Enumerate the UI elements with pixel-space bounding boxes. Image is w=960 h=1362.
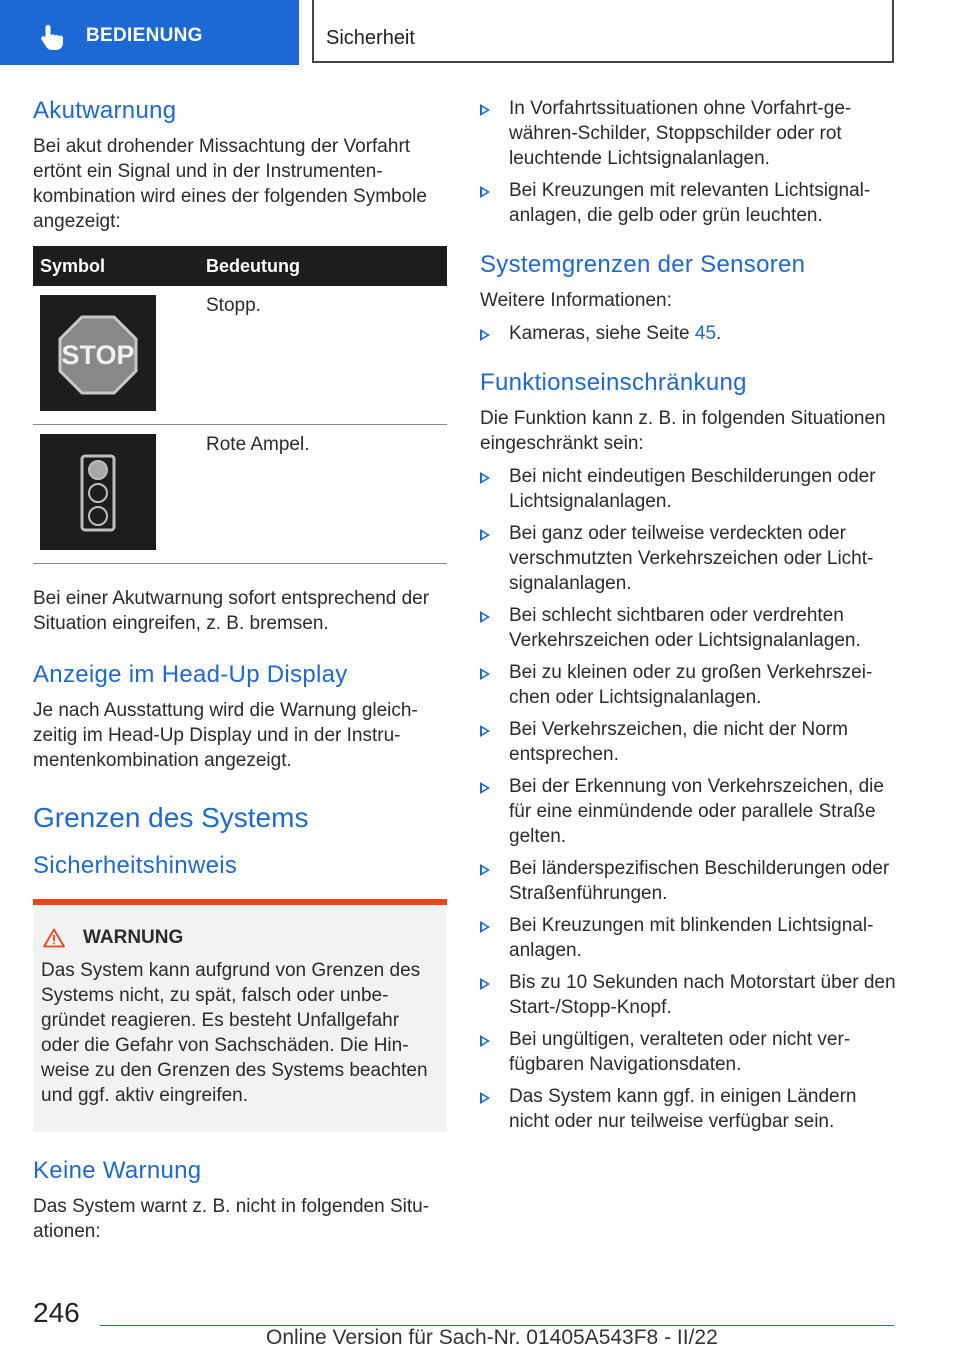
symbol-table (33, 246, 447, 564)
footer-online-version: Online Version für Sach-Nr. 01405A543F8 - II/22 (266, 1326, 718, 1349)
list-item: Bis zu 10 Sekunden nach Motorstart über den Start-/Stopp-Knopf. (480, 970, 900, 1020)
list-item: Bei der Erkennung von Verkehrszeichen, die für eine einmündende oder parallele Straße gelten. (480, 774, 900, 849)
bullet-triangle-icon (480, 725, 490, 737)
bullet-triangle-icon (480, 864, 490, 876)
heading-system-limits: Grenzen des Systems (33, 802, 309, 833)
bullet-triangle-icon (480, 921, 490, 933)
chapter-label: BEDIENUNG (86, 25, 203, 46)
chapter-tab[interactable] (0, 0, 299, 65)
list-item: Kameras, siehe Seite 45. (480, 321, 900, 346)
table-row (33, 286, 447, 425)
table-header-symbol: Symbol (33, 246, 199, 286)
warning-triangle-icon (43, 928, 65, 948)
list-item: Bei länderspezifischen Beschilderungen oder Straßenführungen. (480, 856, 900, 906)
bullet-triangle-icon (480, 1092, 490, 1104)
akutwarnung-text: Bei akut drohender Missachtung der Vorfahrt ertönt ein Signal und in der Instrumentenkombination wird eines der folgenden Symbole angezeigt: (33, 136, 427, 232)
list-item: In Vorfahrtssituationen ohne Vorfahrt-gewähren-Schilder, Stoppschilder oder rot leuchtende Lichtsignalanlagen. (480, 96, 900, 171)
warning-box (33, 899, 447, 1132)
after-table-text: Bei einer Akutwarnung sofort entsprechend der Situation eingreifen, z. B. bremsen. (33, 588, 430, 634)
no-warning-text: Das System warnt z. B. nicht in folgenden Situationen: (33, 1196, 430, 1242)
bullet-triangle-icon (480, 186, 490, 198)
function-text: Die Funktion kann z. B. in folgenden Situationen eingeschränkt sein: (480, 408, 886, 454)
meaning-stop: Stopp. (199, 286, 447, 425)
bullet-triangle-icon (480, 104, 490, 116)
list-item: Bei ganz oder teilweise verdeckten oder verschmutzten Verkehrszeichen oder Lichtsignalanlagen. (480, 521, 900, 596)
right-column (480, 96, 900, 1141)
left-column (33, 96, 447, 1244)
heading-akutwarnung: Akutwarnung (33, 97, 177, 124)
list-item: Das System kann ggf. in einigen Ländern nicht oder nur teilweise verfügbar sein. (480, 1084, 900, 1134)
heading-sensor-limits: Systemgrenzen der Sensoren (480, 251, 806, 278)
list-item: Bei Kreuzungen mit relevanten Lichtsignalanlagen, die gelb oder grün leuchten. (480, 178, 900, 228)
section-header (312, 0, 894, 63)
hud-text: Je nach Ausstattung wird die Warnung gleichzeitig im Head-Up Display und in der Instrumentenkombination angezeigt. (33, 700, 418, 771)
bullet-triangle-icon (480, 472, 490, 484)
warning-label: WARNUNG (83, 927, 184, 948)
heading-function-limits: Funktionseinschränkung (480, 369, 747, 396)
page-link-45[interactable]: 45 (694, 323, 717, 344)
list-item: Bei nicht eindeutigen Beschilderungen oder Lichtsignalanlagen. (480, 464, 900, 514)
heading-no-warning: Keine Warnung (33, 1157, 202, 1184)
page-number: 246 (33, 1297, 80, 1328)
list-item: Bei zu kleinen oder zu großen Verkehrszeichen oder Lichtsignalanlagen. (480, 660, 900, 710)
list-item: Bei schlecht sichtbaren oder verdrehten Verkehrszeichen oder Lichtsignalanlagen. (480, 603, 900, 653)
heading-hud: Anzeige im Head-Up Display (33, 661, 348, 688)
no-warning-list (480, 96, 900, 228)
pointing-hand-icon (38, 23, 68, 51)
bullet-triangle-icon (480, 782, 490, 794)
list-item: Bei Verkehrszeichen, die nicht der Norm entsprechen. (480, 717, 900, 767)
sensor-text: Weitere Informationen: (480, 290, 672, 311)
stop-sign-text: STOP (61, 340, 135, 370)
table-row (33, 425, 447, 564)
meaning-red-light: Rote Ampel. (199, 425, 447, 564)
section-title: Sicherheit (326, 27, 415, 49)
bullet-triangle-icon (480, 1035, 490, 1047)
table-header-meaning: Bedeutung (199, 246, 447, 286)
bullet-triangle-icon (480, 611, 490, 623)
list-item: Bei ungültigen, veralteten oder nicht verfügbaren Navigationsdaten. (480, 1027, 900, 1077)
bullet-triangle-icon (480, 668, 490, 680)
warning-text: Das System kann aufgrund von Grenzen des Systems nicht, zu spät, falsch oder unbegründet reagieren. Es besteht Unfallgefahr oder die Gefahr von Sachschäden. Die Hinweise zu den Grenzen des Systems beachten und ggf. aktiv eingreifen. (41, 960, 428, 1106)
bullet-triangle-icon (480, 978, 490, 990)
sensor-list (480, 321, 900, 346)
function-list (480, 464, 900, 1134)
bullet-triangle-icon (480, 529, 490, 541)
list-item: Bei Kreuzungen mit blinkenden Lichtsignalanlagen. (480, 913, 900, 963)
stop-sign-icon (40, 295, 156, 411)
heading-safety-note: Sicherheitshinweis (33, 852, 238, 879)
red-traffic-light-icon (40, 434, 156, 550)
bullet-triangle-icon (480, 329, 490, 341)
